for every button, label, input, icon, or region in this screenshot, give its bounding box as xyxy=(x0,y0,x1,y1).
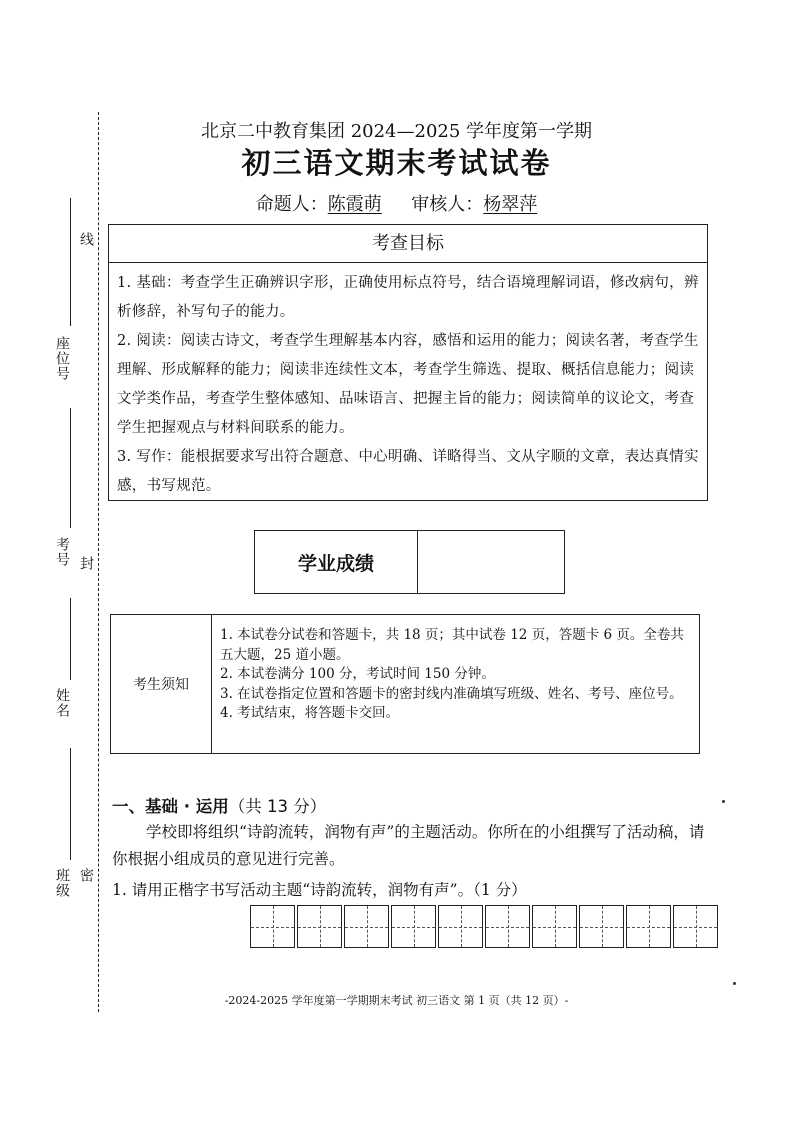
exam-number-blank[interactable] xyxy=(70,408,71,528)
reviewer-name: 杨翠萍 xyxy=(483,194,538,215)
score-box xyxy=(254,530,565,594)
seat-number-label: 座位号 xyxy=(54,336,70,381)
grid-cell[interactable] xyxy=(250,905,295,948)
class-label: 班级 xyxy=(54,868,70,898)
author-line xyxy=(0,190,793,216)
grid-cell[interactable] xyxy=(673,905,718,948)
grid-cell[interactable] xyxy=(391,905,436,948)
score-label: 学业成绩 xyxy=(255,531,418,593)
grid-cell[interactable] xyxy=(344,905,389,948)
exam-number-label: 考号 xyxy=(54,537,70,567)
grid-cell[interactable] xyxy=(532,905,577,948)
reviewer-label: 审核人： xyxy=(411,194,484,215)
scan-dot xyxy=(733,982,736,985)
seal-char-mi: 密 xyxy=(78,868,94,883)
candidate-notice-body xyxy=(212,615,699,753)
writing-grid xyxy=(250,905,720,948)
page-title: 初三语文期末考试试卷 xyxy=(241,146,552,180)
section-points: （共 13 分） xyxy=(228,797,327,816)
author-label: 命题人： xyxy=(255,194,328,215)
notice-item: 3. 在试卷指定位置和答题卡的密封线内准确填写班级、姓名、考号、座位号。 xyxy=(220,685,683,702)
scan-dot xyxy=(722,800,725,803)
author-name: 陈霞萌 xyxy=(327,194,382,215)
name-blank[interactable] xyxy=(70,598,71,680)
grid-cell[interactable] xyxy=(438,905,483,948)
grid-cell[interactable] xyxy=(485,905,530,948)
class-blank[interactable] xyxy=(70,748,71,860)
grid-cell[interactable] xyxy=(626,905,671,948)
candidate-notice-box xyxy=(110,614,700,754)
notice-item: 4. 考试结束，将答题卡交回。 xyxy=(220,705,400,721)
notice-item: 2. 本试卷满分 100 分，考试时间 150 分钟。 xyxy=(220,666,495,682)
candidate-notice-label: 考生须知 xyxy=(111,615,212,753)
grid-cell[interactable] xyxy=(579,905,624,948)
exam-goals-body xyxy=(109,263,707,501)
grid-cell[interactable] xyxy=(297,905,342,948)
section-intro: 学校即将组织“诗韵流转，润物有声”的主题活动。你所在的小组撰写了活动稿，请你根据小组成员的意见进行完善。 xyxy=(112,823,705,868)
page-footer: -2024-2025 学年度第一学期期末考试 初三语文 第 1 页（共 12 页）- xyxy=(224,994,569,1007)
seat-number-blank[interactable] xyxy=(70,198,71,326)
section-heading xyxy=(112,793,326,817)
seal-char-xian: 线 xyxy=(78,232,94,247)
exam-goals-box xyxy=(108,224,708,501)
notice-item: 1. 本试卷分试卷和答题卡，共 18 页；其中试卷 12 页，答题卡 6 页。全卷共五大题，25 道小题。 xyxy=(220,627,684,663)
name-label: 姓名 xyxy=(54,688,70,718)
seal-char-feng: 封 xyxy=(78,556,94,571)
goal-item: 1. 基础：考查学生正确辨识字形，正确使用标点符号，结合语境理解词语，修改病句，辨析修辞，补写句子的能力。 xyxy=(117,275,699,320)
score-field[interactable] xyxy=(418,531,564,593)
exam-goals-heading: 考查目标 xyxy=(109,225,707,263)
section-title: 一、基础 · 运用 xyxy=(112,797,229,816)
question-1: 1. 请用正楷字书写活动主题“诗韵流转，润物有声”。（1 分） xyxy=(112,881,527,899)
goal-item: 2. 阅读：阅读古诗文，考查学生理解基本内容，感悟和运用的能力；阅读名著，考查学生理解、形成解释的能力；阅读非连续性文本，考查学生筛选、提取、概括信息能力；阅读文学类作品，考查学生整体感知、品味语言、把握主旨的能力；阅读简单的议论文，考查学生把握观点与材料间联系的能力。 xyxy=(117,333,699,436)
goal-item: 3. 写作：能根据要求写出符合题意、中心明确、详略得当、文从字顺的文章，表达真情实感，书写规范。 xyxy=(117,449,699,494)
seal-line xyxy=(98,112,99,1012)
school-term-line: 北京二中教育集团 2024—2025 学年度第一学期 xyxy=(200,121,593,142)
